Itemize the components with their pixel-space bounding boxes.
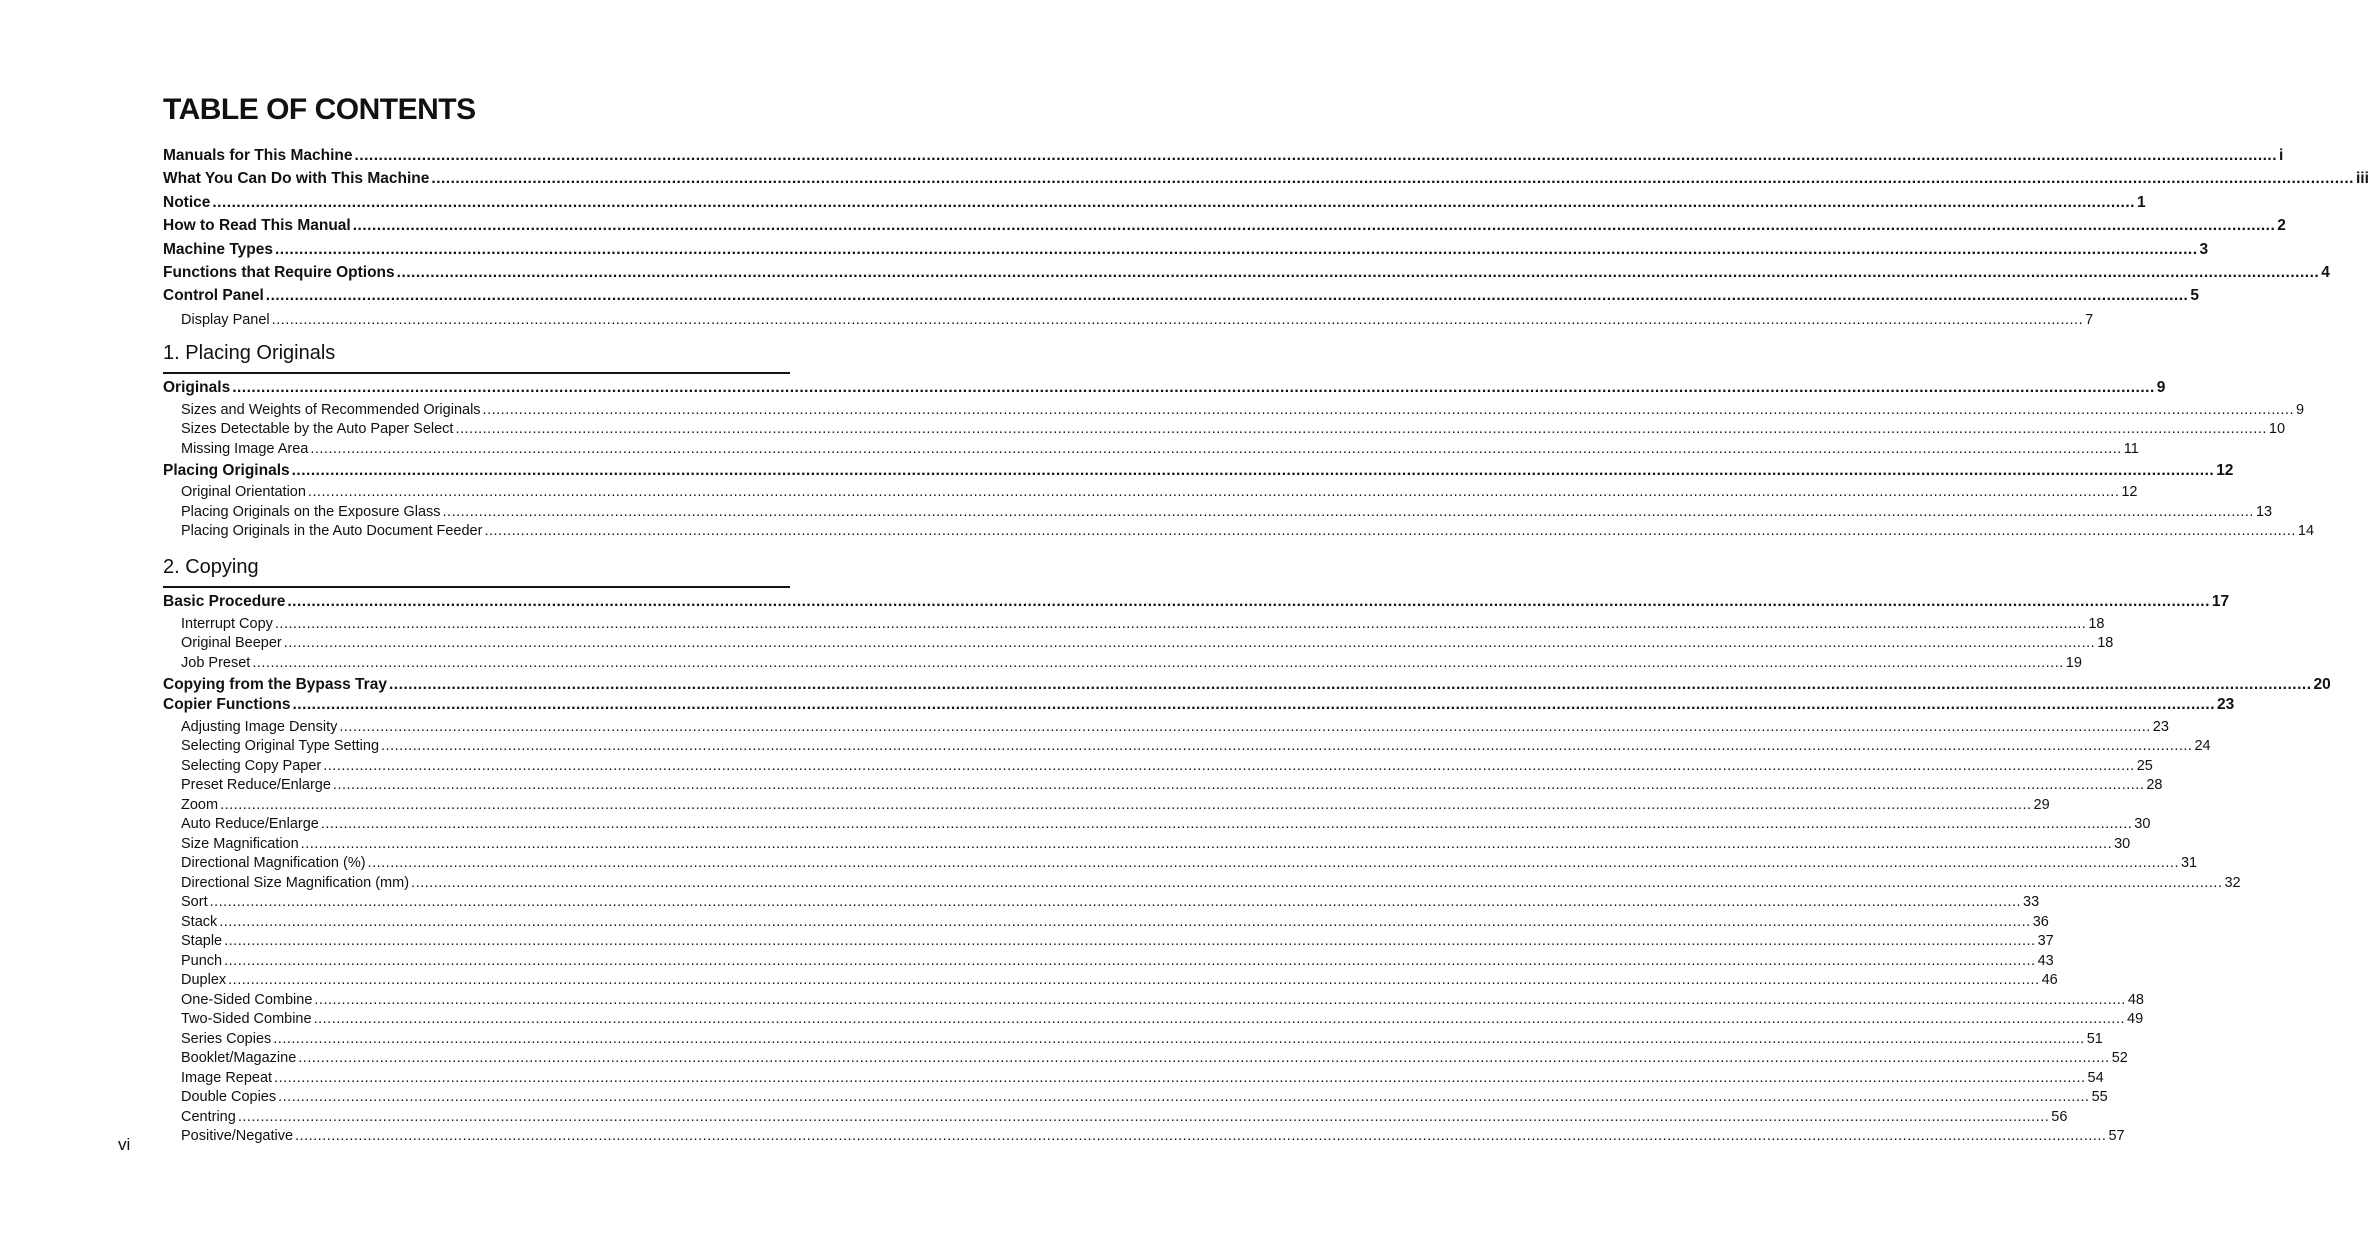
toc-entry-label: Directional Magnification (%) [181,855,366,871]
toc-entry-page: 56 [2051,1108,2068,1125]
toc-entry[interactable] [163,592,2230,611]
toc-entry-page: 54 [2087,1069,2104,1086]
toc-entry[interactable] [163,461,2234,480]
toc-entry-label: Zoom [181,796,219,813]
toc-entry-label: Originals [163,379,231,396]
toc-subentry[interactable] [163,872,2241,891]
toc-entry-label: What You Can Do with This Machine [163,170,430,188]
toc-entry-label: Basic Procedure [163,593,286,610]
toc-entry-label: Centring [181,1108,236,1125]
toc-entry-page: 32 [2224,874,2241,891]
toc-entry-page: 5 [2190,287,2199,305]
dot-leader: ................................................................................................................................................................................................................................................................................................................................................................................................................ [274,240,2198,258]
dot-leader: ................................................................................................................................................................................................................................................................................................................................................................................................................ [396,264,2320,281]
chapter-divider [163,586,790,588]
toc-entry-label: Stack [181,913,218,930]
toc-entry-label: Duplex [181,972,227,988]
toc-entry-page: i [2279,147,2284,164]
toc-entry-label: Image Repeat [181,1069,273,1086]
dot-leader: ................................................................................................................................................................................................................................................................................................................................................................................................................ [323,757,2135,774]
toc-entry-page: 13 [2255,503,2273,520]
dot-leader: ................................................................................................................................................................................................................................................................................................................................................................................................................ [237,1108,2050,1125]
toc-entry-page: 28 [2146,777,2163,793]
toc-subentry[interactable] [163,501,2273,520]
toc-entry-label: Copier Functions [163,696,291,713]
toc-entry-page: 23 [2217,696,2235,713]
dot-leader: ................................................................................................................................................................................................................................................................................................................................................................................................................ [339,718,2151,735]
toc-entry-label: Sizes Detectable by the Auto Paper Select [181,421,454,437]
toc-entry-page: 10 [2268,421,2286,437]
dot-leader: ................................................................................................................................................................................................................................................................................................................................................................................................................ [313,1011,2126,1027]
toc-subentry[interactable] [163,652,2082,671]
toc-subentry[interactable] [163,852,2198,871]
toc-entry-label: Placing Originals on the Exposure Glass [181,503,441,520]
toc-subentry[interactable] [163,1106,2068,1125]
page-number: vi [118,1135,131,1154]
toc-entry-label: Directional Size Magnification (mm) [181,874,410,891]
toc-entry-page: 9 [2295,401,2305,418]
toc-entry-label: Original Orientation [181,484,306,500]
toc-entry-label: Job Preset [181,654,251,671]
dot-leader: ................................................................................................................................................................................................................................................................................................................................................................................................................ [367,855,2179,871]
toc-entry-page: 18 [2097,635,2114,651]
toc-entry[interactable] [163,263,2330,282]
toc-entry-page: 4 [2321,264,2330,281]
dot-leader: ................................................................................................................................................................................................................................................................................................................................................................................................................ [298,1050,2110,1066]
dot-leader: ................................................................................................................................................................................................................................................................................................................................................................................................................ [252,654,2064,671]
dot-leader: ................................................................................................................................................................................................................................................................................................................................................................................................................ [307,484,2120,500]
dot-leader: ................................................................................................................................................................................................................................................................................................................................................................................................................ [352,217,2276,235]
toc-entry[interactable] [163,695,2235,714]
dot-leader: ................................................................................................................................................................................................................................................................................................................................................................................................................ [265,287,2189,305]
dot-leader: ................................................................................................................................................................................................................................................................................................................................................................................................................ [232,379,2155,396]
toc-entry-page: 12 [2121,484,2138,500]
toc-entry-page: 12 [2216,461,2234,479]
dot-leader: ................................................................................................................................................................................................................................................................................................................................................................................................................ [224,933,2036,949]
toc-entry-label: Placing Originals in the Auto Document Feeder [181,523,483,539]
toc-subentry[interactable] [163,813,2151,832]
toc-entry-page: 52 [2111,1050,2128,1066]
toc-subentry[interactable] [163,1028,2103,1047]
toc-entry-page: 9 [2156,379,2166,396]
toc-entry[interactable] [163,240,2209,259]
toc-entry-label: Selecting Original Type Setting [181,738,380,754]
toc-entry-label: Copying from the Bypass Tray [163,675,387,693]
toc-entry-page: 24 [2194,738,2211,754]
dot-leader: ................................................................................................................................................................................................................................................................................................................................................................................................................ [381,738,2193,754]
toc-subentry[interactable] [163,1086,2108,1105]
toc-subentry[interactable] [163,520,2315,539]
toc-entry-label: Missing Image Area [181,440,309,457]
toc-entry-page: 57 [2108,1128,2125,1144]
toc-subentry[interactable] [163,950,2054,969]
toc-entry-page: 29 [2033,796,2050,813]
toc-subentry[interactable] [163,309,2094,328]
toc-subentry[interactable] [163,735,2211,754]
toc-entry[interactable] [163,675,2331,694]
toc-subentry[interactable] [163,930,2054,949]
dot-leader: ................................................................................................................................................................................................................................................................................................................................................................................................................ [273,1030,2085,1047]
toc-subentry[interactable] [163,833,2131,852]
dot-leader: ................................................................................................................................................................................................................................................................................................................................................................................................................ [224,952,2036,969]
dot-leader: ................................................................................................................................................................................................................................................................................................................................................................................................................ [431,170,2354,188]
dot-leader: ................................................................................................................................................................................................................................................................................................................................................................................................................ [228,972,2040,988]
toc-entry-label: Auto Reduce/Enlarge [181,816,319,832]
toc-entry-page: 48 [2127,991,2144,1008]
toc-subentry[interactable] [163,911,2049,930]
toc-entry[interactable] [163,193,2146,212]
toc-entry-page: 7 [2085,311,2094,328]
toc-entry-label: Machine Types [163,240,273,258]
toc-entry-page: 43 [2037,952,2054,969]
toc-subentry[interactable] [163,1067,2104,1086]
toc-entry-label: Display Panel [181,311,270,328]
toc-entry-label: Series Copies [181,1030,272,1047]
toc-entry-label: Preset Reduce/Enlarge [181,777,331,793]
toc-entry-label: Double Copies [181,1089,277,1105]
dot-leader: ................................................................................................................................................................................................................................................................................................................................................................................................................ [291,461,2215,479]
toc-entry[interactable] [163,146,2284,165]
toc-subentry[interactable] [163,1125,2125,1144]
dot-leader: ................................................................................................................................................................................................................................................................................................................................................................................................................ [283,635,2096,651]
toc-subentry[interactable] [163,481,2138,500]
chapter-title: 1. Placing Originals [163,342,336,364]
toc-subentry[interactable] [163,794,2050,813]
toc-entry-label: Two-Sided Combine [181,1011,312,1027]
dot-leader: ................................................................................................................................................................................................................................................................................................................................................................................................................ [484,523,2296,539]
toc-entry-label: Notice [163,193,211,211]
toc-entry-label: Interrupt Copy [181,615,273,632]
toc-entry-page: 18 [2088,615,2105,632]
dot-leader: ................................................................................................................................................................................................................................................................................................................................................................................................................ [354,147,2278,164]
dot-leader: ................................................................................................................................................................................................................................................................................................................................................................................................................ [310,440,2122,457]
dot-leader: ................................................................................................................................................................................................................................................................................................................................................................................................................ [300,835,2113,852]
toc-subentry[interactable] [163,716,2169,735]
dot-leader: ................................................................................................................................................................................................................................................................................................................................................................................................................ [411,874,2223,891]
chapter-title: 2. Copying [163,556,259,578]
dot-leader: ................................................................................................................................................................................................................................................................................................................................................................................................................ [271,311,2084,328]
dot-leader: ................................................................................................................................................................................................................................................................................................................................................................................................................ [482,401,2294,418]
page-title: TABLE OF CONTENTS [163,93,476,126]
toc-entry-page: 55 [2091,1089,2108,1105]
toc-entry[interactable] [163,216,2286,235]
toc-entry-label: Adjusting Image Density [181,718,338,735]
dot-leader: ................................................................................................................................................................................................................................................................................................................................................................................................................ [219,913,2031,930]
toc-entry-label: One-Sided Combine [181,991,313,1008]
toc-entry-page: 51 [2086,1030,2103,1047]
toc-entry-label: Sizes and Weights of Recommended Originals [181,401,481,418]
dot-leader: ................................................................................................................................................................................................................................................................................................................................................................................................................ [442,503,2254,520]
dot-leader: ................................................................................................................................................................................................................................................................................................................................................................................................................ [220,796,2032,813]
toc-entry-label: Manuals for This Machine [163,147,353,164]
toc-entry-page: 2 [2277,217,2286,235]
toc-entry-label: Positive/Negative [181,1128,294,1144]
toc-entry-page: 33 [2023,894,2040,910]
dot-leader: ................................................................................................................................................................................................................................................................................................................................................................................................................ [292,696,2216,713]
toc-subentry[interactable] [163,1008,2144,1027]
dot-leader: ................................................................................................................................................................................................................................................................................................................................................................................................................ [274,615,2087,632]
toc-entry-page: 31 [2180,855,2198,871]
chapter-divider [163,372,790,374]
toc-entry-page: 30 [2134,816,2151,832]
toc-entry-page: 3 [2199,240,2209,258]
toc-subentry[interactable] [163,438,2139,457]
toc-entry-label: Booklet/Magazine [181,1050,297,1066]
dot-leader: ................................................................................................................................................................................................................................................................................................................................................................................................................ [278,1089,2090,1105]
dot-leader: ................................................................................................................................................................................................................................................................................................................................................................................................................ [314,991,2126,1008]
toc-subentry[interactable] [163,418,2286,437]
toc-entry-label: Placing Originals [163,461,290,479]
toc-subentry[interactable] [163,891,2040,910]
toc-entry-page: 49 [2127,1011,2144,1027]
toc-entry-page: 37 [2037,933,2054,949]
toc-entry-label: Sort [181,894,208,910]
toc-subentry[interactable] [163,755,2153,774]
toc-entry-page: 36 [2032,913,2049,930]
toc-entry-label: Staple [181,933,223,949]
dot-leader: ................................................................................................................................................................................................................................................................................................................................................................................................................ [295,1128,2107,1144]
dot-leader: ................................................................................................................................................................................................................................................................................................................................................................................................................ [455,421,2267,437]
toc-entry-label: Control Panel [163,287,264,305]
toc-entry-label: Punch [181,952,223,969]
toc-entry-page: 11 [2123,440,2139,457]
dot-leader: ................................................................................................................................................................................................................................................................................................................................................................................................................ [332,777,2145,793]
toc-entry-page: 14 [2297,523,2315,539]
toc-entry-page: iii [2355,170,2369,188]
toc-subentry[interactable] [163,989,2144,1008]
toc-entry-page: 30 [2114,835,2131,852]
toc-entry-label: Original Beeper [181,635,282,651]
toc-entry[interactable] [163,378,2166,397]
dot-leader: ................................................................................................................................................................................................................................................................................................................................................................................................................ [287,593,2210,610]
toc-subentry[interactable] [163,1047,2128,1066]
toc-entry-label: Size Magnification [181,835,299,852]
dot-leader: ................................................................................................................................................................................................................................................................................................................................................................................................................ [209,894,2022,910]
dot-leader: ................................................................................................................................................................................................................................................................................................................................................................................................................ [388,675,2312,693]
toc-entry-label: Selecting Copy Paper [181,757,322,774]
toc-entry-page: 1 [2136,193,2146,211]
toc-entry[interactable] [163,169,2369,188]
toc-entry-label: Functions that Require Options [163,264,395,281]
toc-entry-page: 46 [2041,972,2058,988]
toc-subentry[interactable] [163,969,2058,988]
toc-entry[interactable] [163,286,2199,305]
toc-entry-page: 25 [2136,757,2153,774]
toc-subentry[interactable] [163,613,2105,632]
toc-entry-page: 17 [2211,593,2230,610]
toc-entry-page: 20 [2313,675,2331,693]
dot-leader: ................................................................................................................................................................................................................................................................................................................................................................................................................ [274,1069,2086,1086]
toc-entry-label: How to Read This Manual [163,217,351,235]
dot-leader: ................................................................................................................................................................................................................................................................................................................................................................................................................ [212,193,2135,211]
toc-subentry[interactable] [163,399,2305,418]
toc-entry-page: 19 [2065,654,2082,671]
toc-entry-page: 23 [2152,718,2169,735]
dot-leader: ................................................................................................................................................................................................................................................................................................................................................................................................................ [320,816,2133,832]
toc-subentry[interactable] [163,774,2163,793]
toc-subentry[interactable] [163,632,2114,651]
